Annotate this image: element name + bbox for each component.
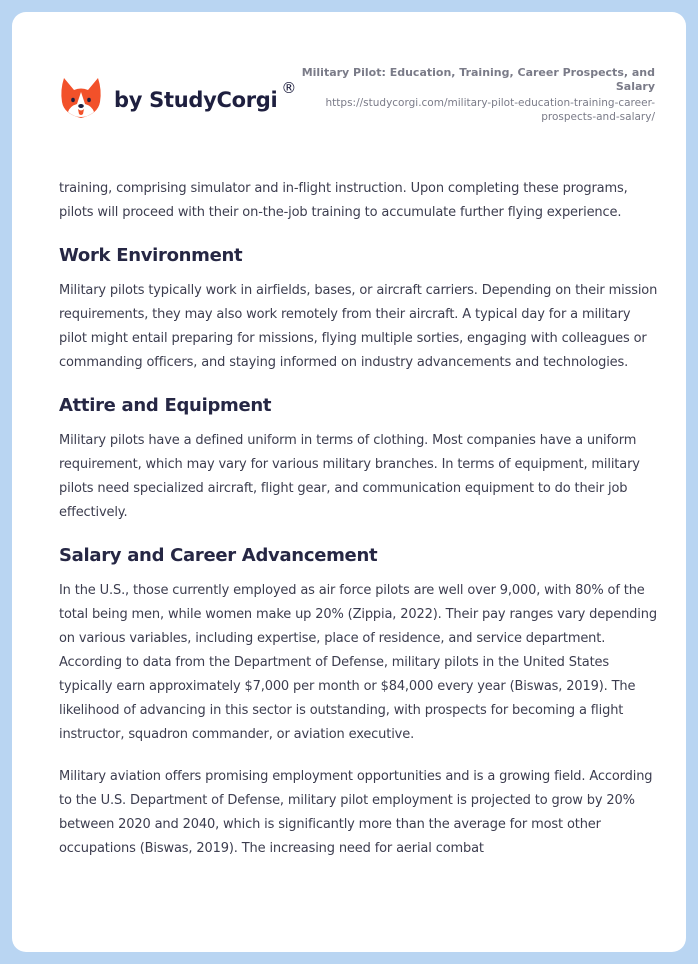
paragraph: In the U.S., those currently employed as air force pilots are well over 9,000, with 80% of the total being men, while women make up 20% (Zippia, 2022). Their pay ranges vary depending on various variables, including expertise, place of residence, and service department. According to data from the Department of Defense, military pilots in the United States typically earn approximately $7,000 per month or $84,000 every year (Biswas, 2019). The likelihood of advancing in this sector is outstanding, with prospects for becoming a flight instructor, squadron commander, or aviation executive. bbox=[59, 583, 657, 742]
document-title: Military Pilot: Education, Training, Career Prospects, and Salary bbox=[301, 66, 655, 93]
paragraph: Military pilots typically work in airfields, bases, or aircraft carriers. Depending on their mission requirements, they may also work remotely from their aircraft. A typical day for a military pilot might entail preparing for missions, flying multiple sorties, engaging with colleagues or commanding officers, and staying informed on industry advancements and technologies. bbox=[59, 283, 658, 370]
intro-paragraph: training, comprising simulator and in-flight instruction. Upon completing these programs, pilots will proceed with their on-the-job training to accumulate further flying experience. bbox=[59, 181, 628, 220]
page-header bbox=[12, 12, 686, 162]
corgi-icon bbox=[60, 76, 102, 120]
logo-text: by StudyCorgi bbox=[114, 88, 278, 112]
document-meta bbox=[295, 66, 655, 124]
article-content bbox=[59, 177, 659, 879]
studycorgi-logo[interactable] bbox=[60, 76, 296, 120]
paragraph: Military pilots have a defined uniform in terms of clothing. Most companies have a uniform requirement, which may vary for various military branches. In terms of equipment, military pilots need specialized aircraft, flight gear, and communication equipment to do their job effectively. bbox=[59, 433, 640, 520]
registered-mark: ® bbox=[281, 79, 297, 97]
document-page bbox=[12, 12, 686, 952]
document-url[interactable]: https://studycorgi.com/military-pilot-education-training-career-prospects-and-salary/ bbox=[325, 97, 655, 123]
section-heading-attire-equipment: Attire and Equipment bbox=[59, 395, 272, 416]
paragraph: Military aviation offers promising employment opportunities and is a growing field. According to the U.S. Department of Defense, military pilot employment is projected to grow by 20% between 2020 and 2040, which is significantly more than the average for most other occupations (Biswas, 2019). The increasing need for aerial combat bbox=[59, 769, 653, 856]
section-heading-work-environment: Work Environment bbox=[59, 245, 243, 266]
section-heading-salary-career: Salary and Career Advancement bbox=[59, 545, 378, 566]
